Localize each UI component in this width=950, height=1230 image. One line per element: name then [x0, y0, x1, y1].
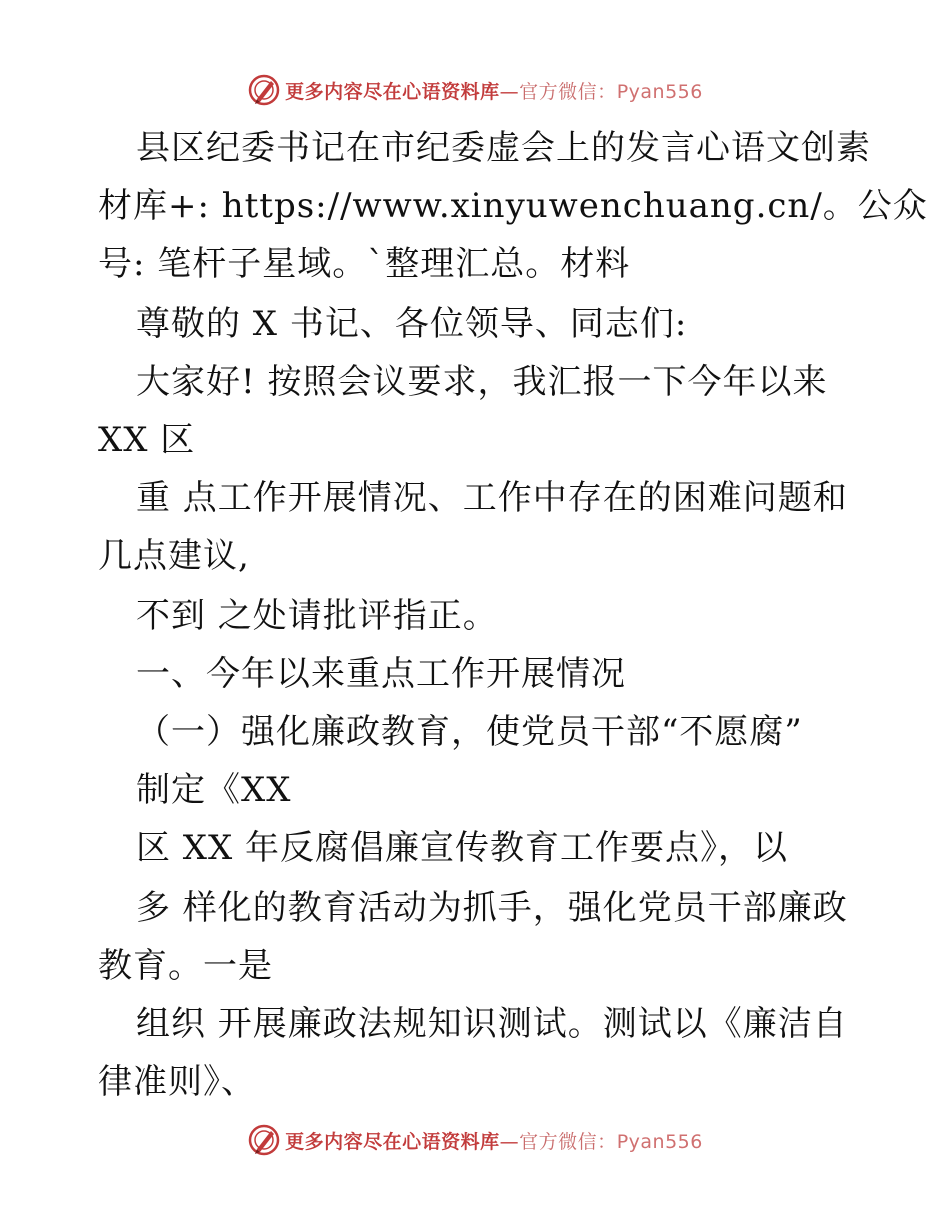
pen-logo-icon: [247, 73, 281, 107]
text-line: XX 区: [98, 420, 196, 460]
text-line: 区 XX 年反腐倡廉宣传教育工作要点》，以: [136, 828, 789, 868]
text-line: 重 点工作开展情况、工作中存在的困难问题和: [136, 478, 848, 518]
text-line: 教育。一是: [98, 946, 273, 986]
section-heading: 一、今年以来重点工作开展情况: [136, 654, 626, 694]
footer-watermark: [0, 1120, 950, 1160]
pen-logo-icon: [247, 1123, 281, 1157]
text-line: 多 样化的教育活动为抓手，强化党员干部廉政: [136, 888, 848, 928]
text-line: 尊敬的 X 书记、各位领导、同志们:: [136, 304, 688, 344]
text-line: 材库+: https://www.xinyuwenchuang.cn/。公众: [98, 186, 928, 226]
text-line: 号: 笔杆子星域。`整理汇总。材料: [98, 244, 631, 284]
header-watermark: [0, 70, 950, 110]
text-line: 律准则》、: [98, 1062, 256, 1102]
text-line: 不到 之处请批评指正。: [136, 596, 498, 636]
text-line: 制定《XX: [136, 770, 292, 810]
watermark-text: 更多内容尽在心语资料库—官方微信：Pyan556: [285, 1130, 703, 1153]
text-line: 组织 开展廉政法规知识测试。测试以《廉洁自: [136, 1004, 848, 1044]
text-line: 几点建议,: [98, 536, 250, 576]
text-line: 县区纪委书记在市纪委虚会上的发言心语文创素: [136, 128, 871, 168]
subsection-heading: （一）强化廉政教育，使党员干部“不愿腐”: [136, 712, 803, 752]
text-line: 大家好! 按照会议要求，我汇报一下今年以来: [136, 362, 828, 402]
watermark-text: 更多内容尽在心语资料库—官方微信：Pyan556: [285, 80, 703, 103]
